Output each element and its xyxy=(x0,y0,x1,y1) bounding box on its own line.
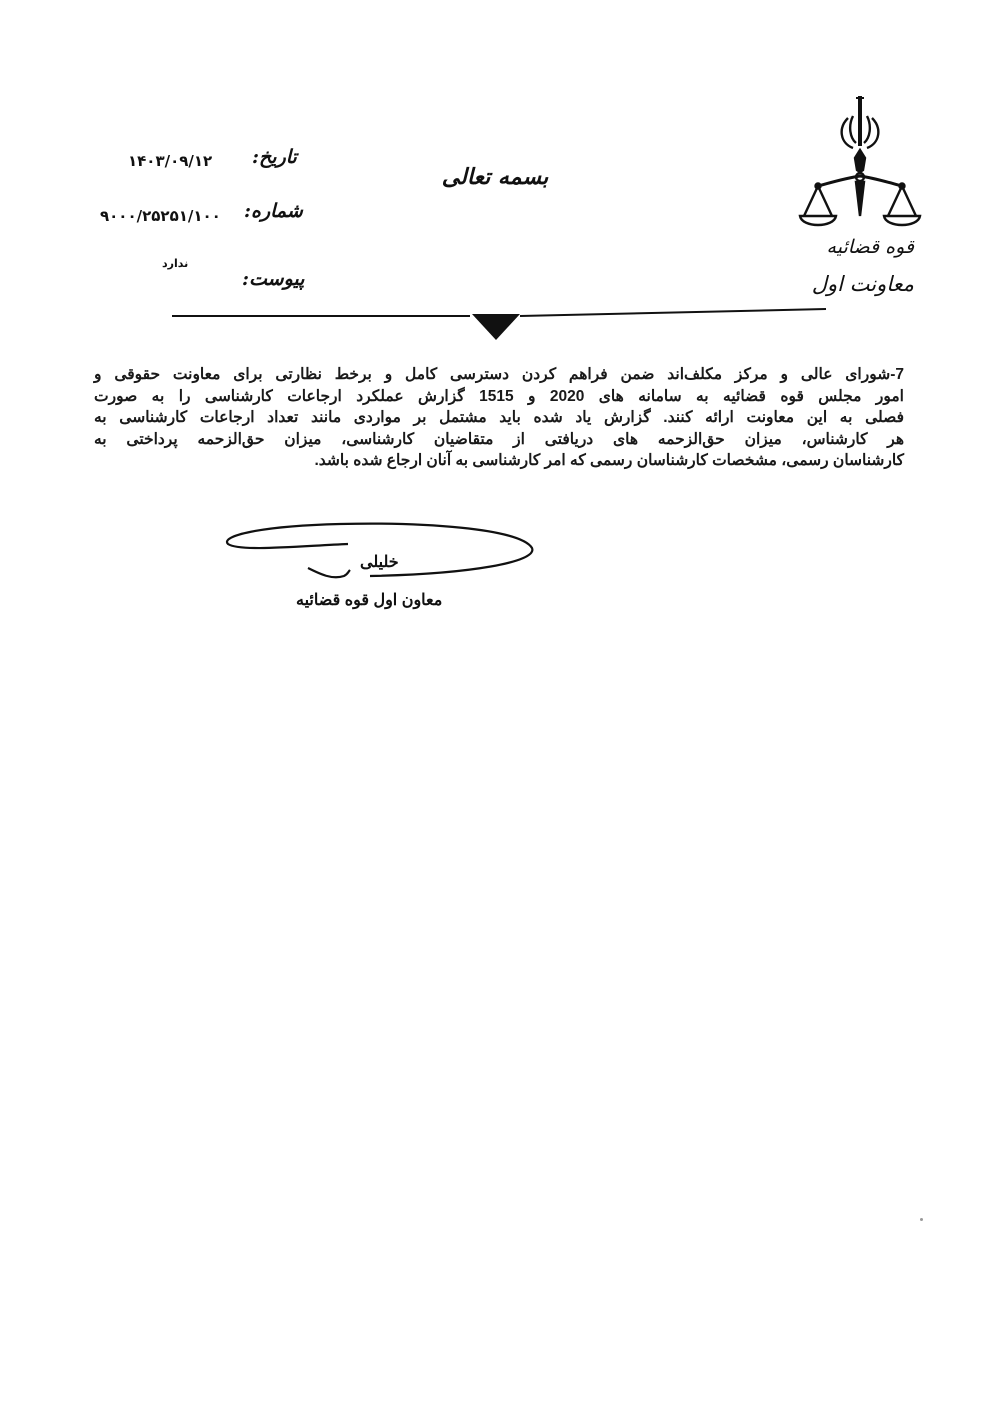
date-value: ۱۴۰۳/۰۹/۱۲ xyxy=(128,152,213,170)
triangle-marker-icon xyxy=(472,314,520,340)
judiciary-scales-emblem-icon xyxy=(798,88,922,228)
letter-number-value: ۹۰۰۰/۲۵۲۵۱/۱۰۰ xyxy=(100,207,221,225)
attachment-value: ندارد xyxy=(162,257,189,270)
organization-name: قوه قضائیه xyxy=(826,236,914,258)
body-line: 7-شورای عالی و مرکز مکلف‌اند ضمن فراهم کردن دسترسی کامل و برخط نظارتی برای معاونت حقوقی و xyxy=(94,366,904,383)
number-label: شماره: xyxy=(244,200,303,222)
header-divider xyxy=(170,304,830,324)
department-name: معاونت اول xyxy=(811,272,914,296)
scan-speck xyxy=(920,1218,923,1221)
basmala-heading: بسمه تعالی xyxy=(441,164,549,190)
attachment-label: پیوست: xyxy=(242,268,305,290)
signer-name: خلیلی xyxy=(360,554,399,571)
signer-title: معاون اول قوه قضائیه xyxy=(296,592,443,609)
body-line: امور مجلس قوه قضائیه به سامانه های 2020 و 1515 گزارش عملکرد ارجاعات کارشناسی را به صورت xyxy=(94,387,904,405)
body-paragraph xyxy=(94,364,904,472)
body-line: کارشناسان رسمی، مشخصات کارشناسان رسمی که امر کارشناسی به آنان ارجاع شده باشد. xyxy=(314,452,904,469)
body-line: هر کارشناس، میزان حق‌الزحمه های دریافتی از متقاضیان کارشناسی، میزان حق‌الزحمه پرداختی به xyxy=(94,430,904,448)
body-line: فصلی به این معاونت ارائه کنند. گزارش یاد شده باید مشتمل بر مواردی مانند تعداد ارجاعات کارشناسی به xyxy=(94,409,904,426)
date-label: تاریخ: xyxy=(252,146,297,168)
